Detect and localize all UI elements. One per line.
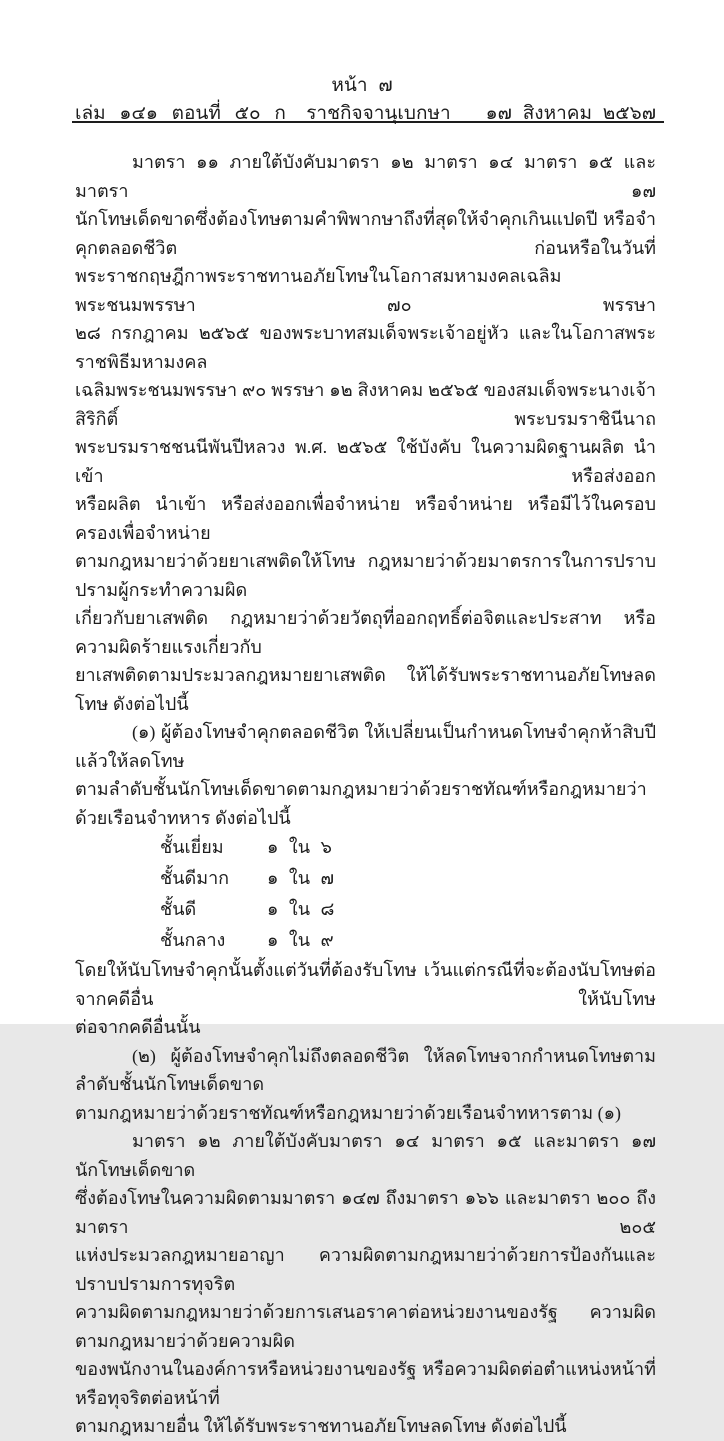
penalty-class-row xyxy=(75,894,656,925)
body-line: ความผิดตามกฎหมายว่าด้วยการเสนอราคาต่อหน่วยงานของรัฐ ความผิดตามกฎหมายว่าด้วยความผิด xyxy=(75,1302,656,1351)
body-line: หรือผลิต นำเข้า หรือส่งออกเพื่อจำหน่าย หรือจำหน่าย หรือมีไว้ในครอบครองเพื่อจำหน่าย xyxy=(75,494,656,543)
body-line: ของพนักงานในองค์การหรือหน่วยงานของรัฐ หรือความผิดต่อตำแหน่งหน้าที่หรือทุจริตต่อหน้าที่ xyxy=(75,1359,656,1408)
body-line: ตามกฎหมายว่าด้วยราชทัณฑ์หรือกฎหมายว่าด้วยเรือนจำทหารตาม (๑) xyxy=(75,1102,622,1123)
body-line: พระราชกฤษฎีกาพระราชทานอภัยโทษในโอกาสมหามงคลเฉลิมพระชนมพรรษา ๗๐ พรรษา xyxy=(75,266,656,315)
body-line: มาตรา ๑๒ ภายใต้บังคับมาตรา ๑๔ มาตรา ๑๕ และมาตรา ๑๗ นักโทษเด็ดขาด xyxy=(75,1131,656,1180)
penalty-class-label: ชั้นดี xyxy=(160,899,197,919)
gazette-header xyxy=(75,98,656,128)
penalty-class-fraction: ๑ ใน ๖ xyxy=(267,837,332,857)
penalty-class-fraction: ๑ ใน ๘ xyxy=(267,899,335,919)
body-line: เกี่ยวกับยาเสพติด กฎหมายว่าด้วยวัตถุที่ออกฤทธิ์ต่อจิตและประสาท หรือความผิดร้ายแรงเกี่ยวกับ xyxy=(75,608,656,657)
header-divider xyxy=(72,121,664,123)
body-line: แห่งประมวลกฎหมายอาญา ความผิดตามกฎหมายว่าด้วยการป้องกันและปราบปรามการทุจริต xyxy=(75,1245,656,1294)
body-line: (๒) ผู้ต้องโทษจำคุกไม่ถึงตลอดชีวิต ให้ลดโทษจากกำหนดโทษตามลำดับชั้นนักโทษเด็ดขาด xyxy=(75,1045,656,1094)
body-line: ๒๘ กรกฎาคม ๒๕๖๕ ของพระบาทสมเด็จพระเจ้าอยู่หัว และในโอกาสพระราชพิธีมหามงคล xyxy=(75,323,656,372)
gazette-title: ราชกิจจานุเบกษา xyxy=(306,103,451,124)
penalty-class-fraction: ๑ ใน ๙ xyxy=(267,930,334,950)
body-line: เฉลิมพระชนมพรรษา ๙๐ พรรษา ๑๒ สิงหาคม ๒๕๖๕ ของสมเด็จพระนางเจ้าสิริกิติ์ พระบรมราชินีนาถ xyxy=(75,380,656,429)
page-number: หน้า ๗ xyxy=(331,75,393,96)
body-line: นักโทษเด็ดขาดซึ่งต้องโทษตามคำพิพากษาถึงที่สุดให้จำคุกเกินแปดปี หรือจำคุกตลอดชีวิต ก่อนหรือในวันที่ xyxy=(75,209,656,258)
penalty-class-label: ชั้นเยี่ยม xyxy=(160,837,224,857)
body-line: โดยให้นับโทษจำคุกนั้นตั้งแต่วันที่ต้องรับโทษ เว้นแต่กรณีที่จะต้องนับโทษต่อจากคดีอื่น ให้นับโทษ xyxy=(75,960,656,1009)
penalty-class-label: ชั้นกลาง xyxy=(160,930,226,950)
body-line: ซึ่งต้องโทษในความผิดตามมาตรา ๑๔๗ ถึงมาตรา ๑๖๖ และมาตรา ๒๐๐ ถึงมาตรา ๒๐๕ xyxy=(75,1188,656,1237)
penalty-class-row xyxy=(75,925,656,956)
body-line: ตามกฎหมายว่าด้วยยาเสพติดให้โทษ กฎหมายว่าด้วยมาตรการในการปราบปรามผู้กระทำความผิด xyxy=(75,551,656,600)
penalty-class-fraction: ๑ ใน ๗ xyxy=(267,868,335,888)
penalty-class-row xyxy=(75,832,656,863)
body-line: ตามลำดับชั้นนักโทษเด็ดขาดตามกฎหมายว่าด้วยราชทัณฑ์หรือกฎหมายว่าด้วยเรือนจำทหาร ดังต่อไปนี้ xyxy=(75,779,647,828)
body-line: ตามกฎหมายอื่น ให้ได้รับพระราชทานอภัยโทษลดโทษ ดังต่อไปนี้ xyxy=(75,1416,567,1436)
penalty-class-row xyxy=(75,863,656,894)
body-line: พระบรมราชชนนีพันปีหลวง พ.ศ. ๒๕๖๕ ใช้บังคับ ในความผิดฐานผลิต นำเข้า หรือส่งออก xyxy=(75,437,656,486)
volume-and-part-label: เล่ม ๑๔๑ ตอนที่ ๕๐ ก xyxy=(75,103,286,124)
body-line: ยาเสพติดตามประมวลกฎหมายยาเสพติด ให้ได้รับพระราชทานอภัยโทษลดโทษ ดังต่อไปนี้ xyxy=(75,665,656,714)
body-line: มาตรา ๑๑ ภายใต้บังคับมาตรา ๑๒ มาตรา ๑๔ มาตรา ๑๕ และมาตรา ๑๗ xyxy=(75,152,656,201)
body-line: ต่อจากคดีอื่นนั้น xyxy=(75,1017,201,1037)
body-line: (๑) ผู้ต้องโทษจำคุกตลอดชีวิต ให้เปลี่ยนเป็นกำหนดโทษจำคุกห้าสิบปีแล้วให้ลดโทษ xyxy=(75,722,656,771)
penalty-class-label: ชั้นดีมาก xyxy=(160,868,230,888)
publication-date: ๑๗ สิงหาคม ๒๕๖๗ xyxy=(485,103,656,124)
document-body xyxy=(75,148,656,1441)
